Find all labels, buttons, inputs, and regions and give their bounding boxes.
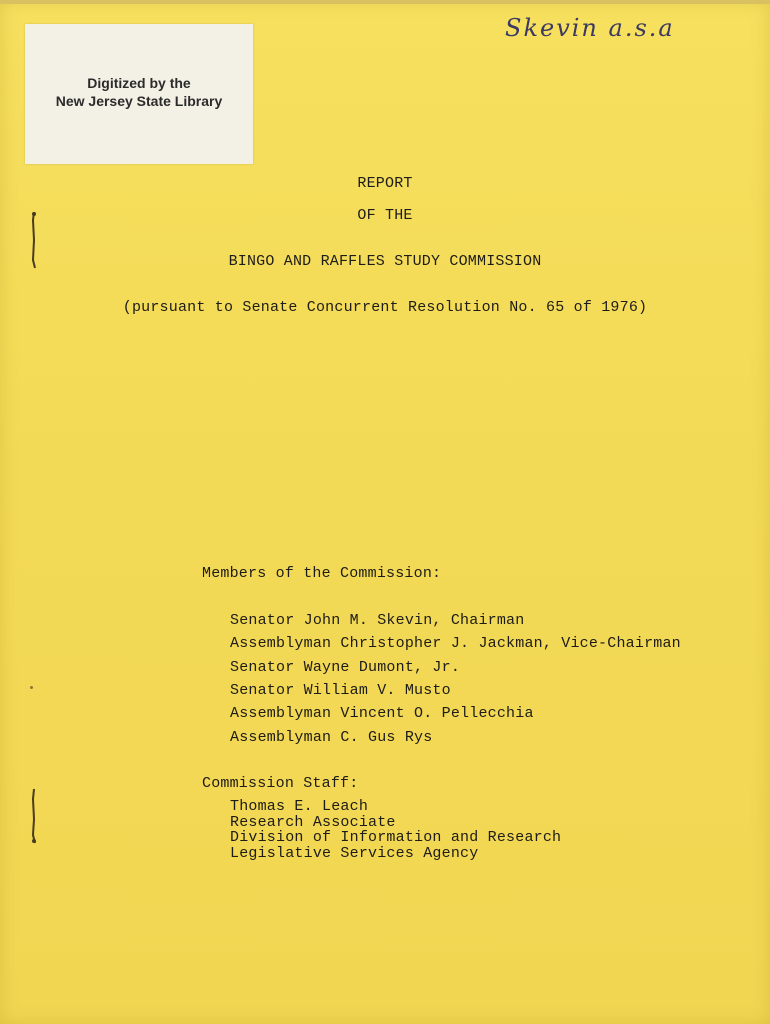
- staff-line: Division of Information and Research: [230, 829, 562, 846]
- staff-line: Legislative Services Agency: [230, 845, 479, 862]
- title-report: REPORT: [357, 175, 413, 192]
- member-list-item: Senator Wayne Dumont, Jr.: [230, 659, 461, 676]
- member-list-item: Senator John M. Skevin, Chairman: [230, 612, 525, 629]
- member-list-item: Assemblyman Vincent O. Pellecchia: [230, 705, 534, 722]
- punch-hole-mark: [30, 686, 33, 689]
- title-of-the: OF THE: [357, 207, 413, 224]
- page-top-edge: [0, 0, 770, 4]
- handwritten-note: Skevin a.s.a: [505, 14, 675, 42]
- members-heading: Members of the Commission:: [202, 565, 442, 582]
- member-list-item: Assemblyman Christopher J. Jackman, Vice-Chairman: [230, 635, 681, 652]
- staff-line: Thomas E. Leach: [230, 798, 369, 815]
- library-label-line-1: Digitized by the: [87, 75, 191, 91]
- handwritten-signature: [505, 14, 685, 44]
- title-commission-name: BINGO AND RAFFLES STUDY COMMISSION: [228, 253, 542, 270]
- binder-mark-bottom: [30, 787, 38, 847]
- library-label-line-2: New Jersey State Library: [55, 93, 223, 109]
- staff-heading: Commission Staff:: [202, 775, 359, 792]
- title-resolution-reference: (pursuant to Senate Concurrent Resolution No. 65 of 1976): [122, 299, 648, 316]
- member-list-item: Assemblyman C. Gus Rys: [230, 729, 433, 746]
- library-stamp-label: [25, 24, 253, 164]
- staff-line: Research Associate: [230, 814, 396, 831]
- member-list-item: Senator William V. Musto: [230, 682, 451, 699]
